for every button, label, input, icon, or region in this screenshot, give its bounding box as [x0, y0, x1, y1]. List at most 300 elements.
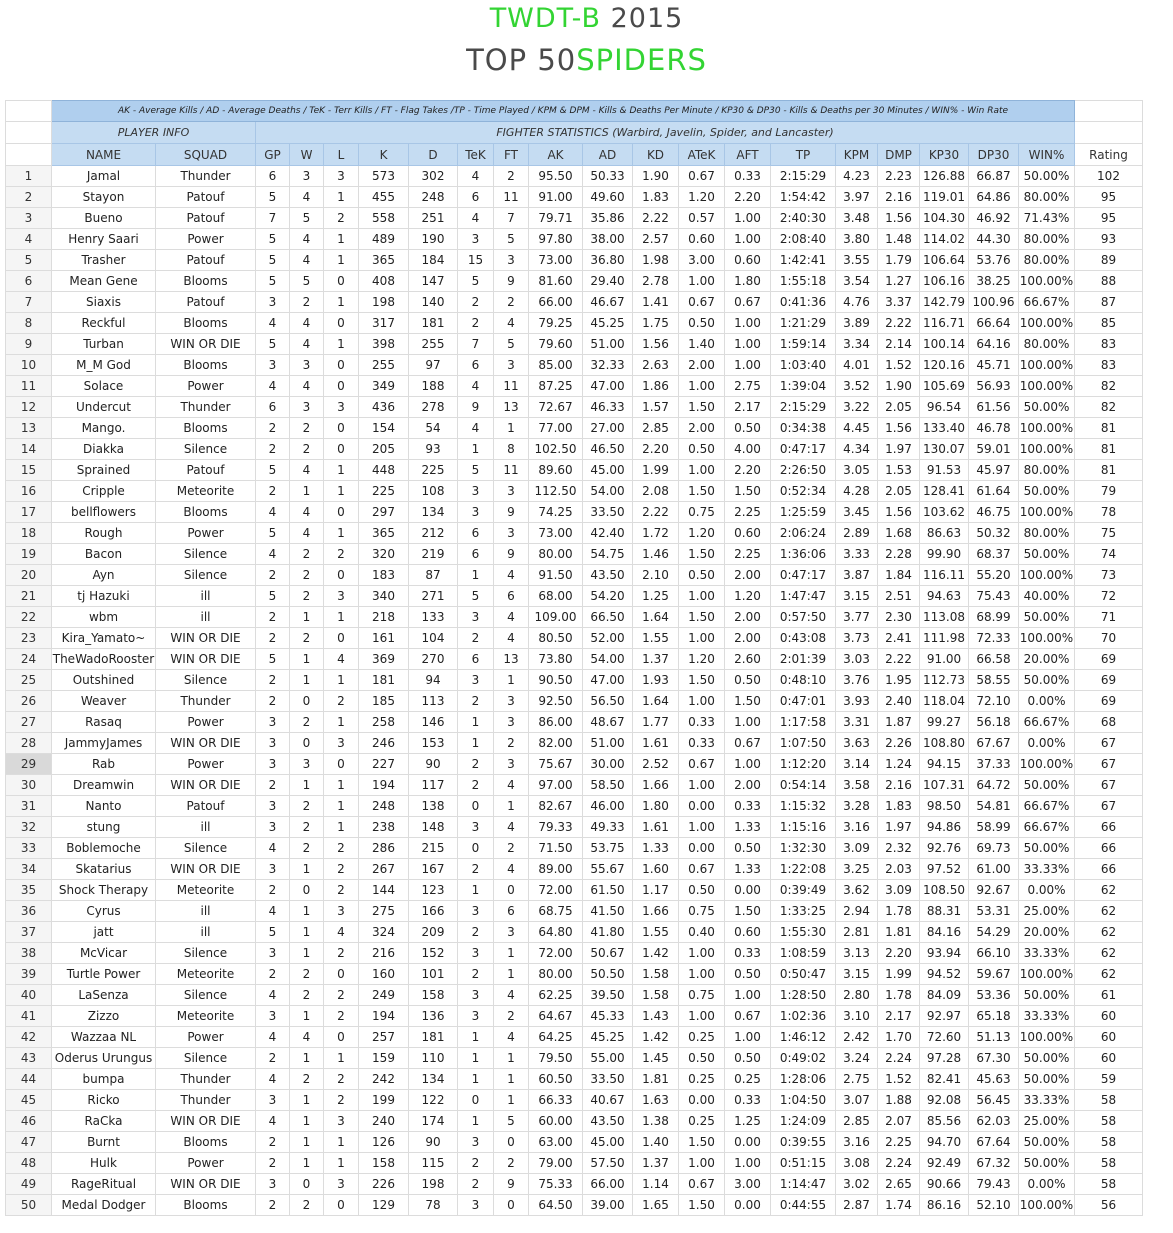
stat-cell[interactable]: 349: [359, 376, 409, 397]
stat-cell[interactable]: 60: [1075, 1027, 1143, 1048]
stat-cell[interactable]: 66.58: [969, 649, 1019, 670]
stat-cell[interactable]: 2: [290, 1195, 324, 1216]
stat-cell[interactable]: 5: [256, 187, 290, 208]
squad-cell[interactable]: Power: [156, 754, 256, 775]
stat-cell[interactable]: 2: [458, 775, 494, 796]
stat-cell[interactable]: 112.50: [529, 481, 583, 502]
stat-cell[interactable]: 3.10: [836, 1006, 878, 1027]
stat-cell[interactable]: 2: [324, 691, 359, 712]
stat-cell[interactable]: 1.00: [679, 775, 725, 796]
stat-cell[interactable]: 1.61: [633, 817, 679, 838]
stat-cell[interactable]: 6: [256, 397, 290, 418]
player-name-cell[interactable]: Hulk: [52, 1153, 156, 1174]
stat-cell[interactable]: 1: [494, 943, 529, 964]
stat-cell[interactable]: 64.25: [529, 1027, 583, 1048]
stat-cell[interactable]: 1.56: [878, 502, 920, 523]
player-name-cell[interactable]: tj Hazuki: [52, 586, 156, 607]
stat-cell[interactable]: 3.37: [878, 292, 920, 313]
stat-cell[interactable]: 80.00%: [1019, 334, 1075, 355]
stat-cell[interactable]: 3.54: [836, 271, 878, 292]
stat-cell[interactable]: 0.33: [725, 166, 771, 187]
stat-cell[interactable]: 3: [256, 817, 290, 838]
stat-cell[interactable]: 4.45: [836, 418, 878, 439]
stat-cell[interactable]: 53.31: [969, 901, 1019, 922]
stat-cell[interactable]: 2: [494, 166, 529, 187]
stat-cell[interactable]: 4.23: [836, 166, 878, 187]
stat-cell[interactable]: 40.67: [583, 1090, 633, 1111]
stat-cell[interactable]: 2: [256, 1153, 290, 1174]
stat-cell[interactable]: 4: [324, 649, 359, 670]
stat-cell[interactable]: 4.28: [836, 481, 878, 502]
stat-cell[interactable]: 0: [458, 1090, 494, 1111]
stat-cell[interactable]: 4.01: [836, 355, 878, 376]
stat-cell[interactable]: 1.66: [633, 775, 679, 796]
stat-cell[interactable]: 37.33: [969, 754, 1019, 775]
stat-cell[interactable]: 92.08: [920, 1090, 969, 1111]
player-name-cell[interactable]: Mean Gene: [52, 271, 156, 292]
stat-cell[interactable]: 100.00%: [1019, 355, 1075, 376]
squad-cell[interactable]: Silence: [156, 670, 256, 691]
stat-cell[interactable]: 1.57: [633, 397, 679, 418]
stat-cell[interactable]: 1.00: [725, 334, 771, 355]
stat-cell[interactable]: 0.67: [679, 754, 725, 775]
stat-cell[interactable]: 1: [290, 670, 324, 691]
stat-cell[interactable]: 2: [494, 1006, 529, 1027]
stat-cell[interactable]: 2: [256, 607, 290, 628]
row-number[interactable]: 19: [6, 544, 52, 565]
stat-cell[interactable]: 0:57:50: [771, 607, 836, 628]
stat-cell[interactable]: 0.50: [679, 313, 725, 334]
stat-cell[interactable]: 0.50: [679, 1048, 725, 1069]
stat-cell[interactable]: 100.00%: [1019, 502, 1075, 523]
stat-cell[interactable]: 436: [359, 397, 409, 418]
stat-cell[interactable]: 3: [494, 754, 529, 775]
stat-cell[interactable]: 50.00%: [1019, 607, 1075, 628]
stat-cell[interactable]: 448: [359, 460, 409, 481]
stat-cell[interactable]: 33.50: [583, 1069, 633, 1090]
stat-cell[interactable]: 61.64: [969, 481, 1019, 502]
stat-cell[interactable]: 51.00: [583, 733, 633, 754]
stat-cell[interactable]: 6: [458, 187, 494, 208]
stat-cell[interactable]: 112.73: [920, 670, 969, 691]
stat-cell[interactable]: 3.07: [836, 1090, 878, 1111]
stat-cell[interactable]: 100.00%: [1019, 1027, 1075, 1048]
squad-cell[interactable]: Meteorite: [156, 1006, 256, 1027]
stat-cell[interactable]: 75: [1075, 523, 1143, 544]
stat-cell[interactable]: 102.50: [529, 439, 583, 460]
stat-cell[interactable]: 4: [256, 1111, 290, 1132]
row-number[interactable]: 25: [6, 670, 52, 691]
stat-cell[interactable]: 1: [324, 607, 359, 628]
stat-cell[interactable]: 9: [494, 271, 529, 292]
stat-cell[interactable]: 5: [256, 229, 290, 250]
stat-cell[interactable]: 3: [458, 670, 494, 691]
stat-cell[interactable]: 97.00: [529, 775, 583, 796]
stat-cell[interactable]: 2: [256, 691, 290, 712]
stat-cell[interactable]: 103.62: [920, 502, 969, 523]
stat-cell[interactable]: 2: [324, 880, 359, 901]
stat-cell[interactable]: 1: [324, 334, 359, 355]
row-number[interactable]: 49: [6, 1174, 52, 1195]
stat-cell[interactable]: 67.67: [969, 733, 1019, 754]
stat-cell[interactable]: 1.20: [679, 187, 725, 208]
stat-cell[interactable]: 68.00: [529, 586, 583, 607]
stat-cell[interactable]: 72.00: [529, 943, 583, 964]
stat-cell[interactable]: 275: [359, 901, 409, 922]
stat-cell[interactable]: 3.25: [836, 859, 878, 880]
stat-cell[interactable]: 62: [1075, 880, 1143, 901]
stat-cell[interactable]: 72.33: [969, 628, 1019, 649]
stat-cell[interactable]: 100.00%: [1019, 754, 1075, 775]
stat-cell[interactable]: 87: [1075, 292, 1143, 313]
stat-cell[interactable]: 5: [494, 1111, 529, 1132]
stat-cell[interactable]: 1.42: [633, 1027, 679, 1048]
stat-cell[interactable]: 9: [494, 1174, 529, 1195]
row-number[interactable]: 23: [6, 628, 52, 649]
stat-cell[interactable]: 100.00%: [1019, 628, 1075, 649]
stat-cell[interactable]: 52.00: [583, 628, 633, 649]
stat-cell[interactable]: 1: [324, 187, 359, 208]
stat-cell[interactable]: 1.97: [878, 817, 920, 838]
stat-cell[interactable]: 100.96: [969, 292, 1019, 313]
stat-cell[interactable]: 33.33%: [1019, 859, 1075, 880]
stat-cell[interactable]: 4: [256, 1069, 290, 1090]
stat-cell[interactable]: 54.00: [583, 481, 633, 502]
squad-cell[interactable]: Thunder: [156, 1090, 256, 1111]
stat-cell[interactable]: 2.80: [836, 985, 878, 1006]
stat-cell[interactable]: 86.00: [529, 712, 583, 733]
stat-cell[interactable]: 1.77: [633, 712, 679, 733]
stat-cell[interactable]: 134: [409, 1069, 458, 1090]
stat-cell[interactable]: 1: [458, 439, 494, 460]
stat-cell[interactable]: 1: [290, 1132, 324, 1153]
stat-cell[interactable]: 115: [409, 1153, 458, 1174]
stat-cell[interactable]: 0.50: [725, 838, 771, 859]
stat-cell[interactable]: 1.52: [878, 1069, 920, 1090]
stat-cell[interactable]: 53.75: [583, 838, 633, 859]
stat-cell[interactable]: 1: [290, 943, 324, 964]
stat-cell[interactable]: 0:49:02: [771, 1048, 836, 1069]
stat-cell[interactable]: 1.33: [725, 817, 771, 838]
stat-cell[interactable]: 4: [256, 313, 290, 334]
column-header[interactable]: AD: [583, 144, 633, 166]
stat-cell[interactable]: 3.77: [836, 607, 878, 628]
stat-cell[interactable]: 2:40:30: [771, 208, 836, 229]
stat-cell[interactable]: 6: [458, 355, 494, 376]
player-name-cell[interactable]: Weaver: [52, 691, 156, 712]
stat-cell[interactable]: 91.00: [920, 649, 969, 670]
stat-cell[interactable]: 3.76: [836, 670, 878, 691]
stat-cell[interactable]: 4: [290, 187, 324, 208]
stat-cell[interactable]: 2.23: [878, 166, 920, 187]
stat-cell[interactable]: 95.50: [529, 166, 583, 187]
stat-cell[interactable]: 54.00: [583, 649, 633, 670]
stat-cell[interactable]: 92.49: [920, 1153, 969, 1174]
stat-cell[interactable]: 1:24:09: [771, 1111, 836, 1132]
squad-cell[interactable]: Blooms: [156, 502, 256, 523]
stat-cell[interactable]: 251: [409, 208, 458, 229]
stat-cell[interactable]: 1.55: [633, 922, 679, 943]
stat-cell[interactable]: 0.50: [725, 670, 771, 691]
column-header[interactable]: D: [409, 144, 458, 166]
squad-cell[interactable]: ill: [156, 817, 256, 838]
stat-cell[interactable]: 66.67%: [1019, 712, 1075, 733]
stat-cell[interactable]: 2: [458, 859, 494, 880]
stat-cell[interactable]: 0.00: [725, 1132, 771, 1153]
stat-cell[interactable]: 2.25: [725, 502, 771, 523]
stat-cell[interactable]: 90.50: [529, 670, 583, 691]
stat-cell[interactable]: 48.67: [583, 712, 633, 733]
stat-cell[interactable]: 33.33%: [1019, 1006, 1075, 1027]
stat-cell[interactable]: 0:39:55: [771, 1132, 836, 1153]
row-number[interactable]: 8: [6, 313, 52, 334]
stat-cell[interactable]: 3: [256, 1006, 290, 1027]
stat-cell[interactable]: 3: [458, 1006, 494, 1027]
stat-cell[interactable]: 70: [1075, 628, 1143, 649]
stat-cell[interactable]: 297: [359, 502, 409, 523]
stat-cell[interactable]: 1.00: [725, 229, 771, 250]
stat-cell[interactable]: 2: [324, 1069, 359, 1090]
stat-cell[interactable]: 84.09: [920, 985, 969, 1006]
stat-cell[interactable]: 1: [324, 796, 359, 817]
stat-cell[interactable]: 1.50: [725, 901, 771, 922]
stat-cell[interactable]: 56.50: [583, 691, 633, 712]
stat-cell[interactable]: 0: [458, 838, 494, 859]
stat-cell[interactable]: 0.67: [679, 292, 725, 313]
player-name-cell[interactable]: Rough: [52, 523, 156, 544]
stat-cell[interactable]: 1.65: [633, 1195, 679, 1216]
stat-cell[interactable]: 49.60: [583, 187, 633, 208]
stat-cell[interactable]: 2.08: [633, 481, 679, 502]
stat-cell[interactable]: 2.52: [633, 754, 679, 775]
stat-cell[interactable]: 45.00: [583, 460, 633, 481]
stat-cell[interactable]: 3: [256, 733, 290, 754]
stat-cell[interactable]: 1: [494, 418, 529, 439]
stat-cell[interactable]: 2.24: [878, 1048, 920, 1069]
stat-cell[interactable]: 1:22:08: [771, 859, 836, 880]
stat-cell[interactable]: 1: [290, 649, 324, 670]
stat-cell[interactable]: 61.56: [969, 397, 1019, 418]
stat-cell[interactable]: 1: [324, 523, 359, 544]
stat-cell[interactable]: 1:47:47: [771, 586, 836, 607]
squad-cell[interactable]: WIN OR DIE: [156, 733, 256, 754]
stat-cell[interactable]: 3.34: [836, 334, 878, 355]
stat-cell[interactable]: 119.01: [920, 187, 969, 208]
stat-cell[interactable]: 62: [1075, 901, 1143, 922]
stat-cell[interactable]: 4: [494, 607, 529, 628]
stat-cell[interactable]: 242: [359, 1069, 409, 1090]
row-number[interactable]: 18: [6, 523, 52, 544]
stat-cell[interactable]: 4: [494, 313, 529, 334]
stat-cell[interactable]: 455: [359, 187, 409, 208]
row-number[interactable]: 40: [6, 985, 52, 1006]
column-header[interactable]: DP30: [969, 144, 1019, 166]
player-name-cell[interactable]: RageRitual: [52, 1174, 156, 1195]
stat-cell[interactable]: 129: [359, 1195, 409, 1216]
player-name-cell[interactable]: Bueno: [52, 208, 156, 229]
stat-cell[interactable]: 194: [359, 1006, 409, 1027]
stat-cell[interactable]: 62: [1075, 922, 1143, 943]
stat-cell[interactable]: 146: [409, 712, 458, 733]
stat-cell[interactable]: 5: [256, 649, 290, 670]
stat-cell[interactable]: 79.33: [529, 817, 583, 838]
stat-cell[interactable]: 0.50: [679, 880, 725, 901]
stat-cell[interactable]: 54.20: [583, 586, 633, 607]
stat-cell[interactable]: 3: [324, 586, 359, 607]
stat-cell[interactable]: 3: [256, 1090, 290, 1111]
stat-cell[interactable]: 1.46: [633, 544, 679, 565]
stat-cell[interactable]: 50.00%: [1019, 775, 1075, 796]
stat-cell[interactable]: 0: [324, 376, 359, 397]
stat-cell[interactable]: 4: [290, 250, 324, 271]
column-header[interactable]: AFT: [725, 144, 771, 166]
squad-cell[interactable]: WIN OR DIE: [156, 649, 256, 670]
stat-cell[interactable]: 46.00: [583, 796, 633, 817]
row-number[interactable]: 9: [6, 334, 52, 355]
stat-cell[interactable]: 71.43%: [1019, 208, 1075, 229]
row-number[interactable]: 5: [6, 250, 52, 271]
stat-cell[interactable]: 66: [1075, 859, 1143, 880]
stat-cell[interactable]: 3.05: [836, 460, 878, 481]
stat-cell[interactable]: 56.45: [969, 1090, 1019, 1111]
stat-cell[interactable]: 1: [324, 817, 359, 838]
squad-cell[interactable]: Power: [156, 712, 256, 733]
stat-cell[interactable]: 5: [494, 334, 529, 355]
stat-cell[interactable]: 59: [1075, 1069, 1143, 1090]
row-number[interactable]: 26: [6, 691, 52, 712]
stat-cell[interactable]: 1: [458, 733, 494, 754]
stat-cell[interactable]: 90: [409, 754, 458, 775]
stat-cell[interactable]: 33.33%: [1019, 943, 1075, 964]
stat-cell[interactable]: 36.80: [583, 250, 633, 271]
stat-cell[interactable]: 0.50: [725, 964, 771, 985]
player-name-cell[interactable]: Wazzaa NL: [52, 1027, 156, 1048]
stat-cell[interactable]: 2: [458, 964, 494, 985]
stat-cell[interactable]: 54.81: [969, 796, 1019, 817]
stat-cell[interactable]: 3: [494, 922, 529, 943]
stat-cell[interactable]: 4: [256, 838, 290, 859]
stat-cell[interactable]: 4: [290, 1027, 324, 1048]
stat-cell[interactable]: 33.50: [583, 502, 633, 523]
stat-cell[interactable]: 93: [409, 439, 458, 460]
stat-cell[interactable]: 80.00: [529, 964, 583, 985]
stat-cell[interactable]: 1: [324, 775, 359, 796]
stat-cell[interactable]: 53.36: [969, 985, 1019, 1006]
stat-cell[interactable]: 0.60: [725, 523, 771, 544]
stat-cell[interactable]: 50.00%: [1019, 397, 1075, 418]
stat-cell[interactable]: 29.40: [583, 271, 633, 292]
stat-cell[interactable]: 83: [1075, 355, 1143, 376]
stat-cell[interactable]: 54.29: [969, 922, 1019, 943]
stat-cell[interactable]: 365: [359, 523, 409, 544]
stat-cell[interactable]: 140: [409, 292, 458, 313]
stat-cell[interactable]: 0.25: [679, 1069, 725, 1090]
stat-cell[interactable]: 1.00: [679, 691, 725, 712]
stat-cell[interactable]: 3: [256, 1174, 290, 1195]
stat-cell[interactable]: 133: [409, 607, 458, 628]
stat-cell[interactable]: 5: [256, 523, 290, 544]
stat-cell[interactable]: 2: [458, 292, 494, 313]
stat-cell[interactable]: 489: [359, 229, 409, 250]
squad-cell[interactable]: ill: [156, 607, 256, 628]
stat-cell[interactable]: 3.16: [836, 1132, 878, 1153]
squad-cell[interactable]: Thunder: [156, 1069, 256, 1090]
stat-cell[interactable]: 1.78: [878, 901, 920, 922]
stat-cell[interactable]: 1: [324, 250, 359, 271]
stat-cell[interactable]: 2: [494, 1153, 529, 1174]
player-name-cell[interactable]: Sprained: [52, 460, 156, 481]
stat-cell[interactable]: 2: [256, 964, 290, 985]
stat-cell[interactable]: 60: [1075, 1006, 1143, 1027]
stat-cell[interactable]: 183: [359, 565, 409, 586]
stat-cell[interactable]: 100.00%: [1019, 964, 1075, 985]
stat-cell[interactable]: 66.00: [583, 1174, 633, 1195]
row-number[interactable]: 45: [6, 1090, 52, 1111]
stat-cell[interactable]: 83: [1075, 334, 1143, 355]
stat-cell[interactable]: 3.73: [836, 628, 878, 649]
stat-cell[interactable]: 73.80: [529, 649, 583, 670]
stat-cell[interactable]: 113: [409, 691, 458, 712]
stat-cell[interactable]: 3: [256, 943, 290, 964]
row-number[interactable]: 13: [6, 418, 52, 439]
squad-cell[interactable]: Power: [156, 1027, 256, 1048]
stat-cell[interactable]: 97: [409, 355, 458, 376]
stat-cell[interactable]: 2: [458, 691, 494, 712]
stat-cell[interactable]: 1.37: [633, 649, 679, 670]
stat-cell[interactable]: 0.25: [679, 1027, 725, 1048]
stat-cell[interactable]: 2.16: [878, 775, 920, 796]
stat-cell[interactable]: 0:52:34: [771, 481, 836, 502]
stat-cell[interactable]: 152: [409, 943, 458, 964]
stat-cell[interactable]: 5: [494, 229, 529, 250]
stat-cell[interactable]: 2: [256, 1132, 290, 1153]
stat-cell[interactable]: 88.31: [920, 901, 969, 922]
stat-cell[interactable]: 2: [324, 943, 359, 964]
stat-cell[interactable]: 2: [458, 1174, 494, 1195]
stat-cell[interactable]: 35.86: [583, 208, 633, 229]
stat-cell[interactable]: 2.28: [878, 544, 920, 565]
stat-cell[interactable]: 2: [458, 628, 494, 649]
stat-cell[interactable]: 1: [324, 1132, 359, 1153]
stat-cell[interactable]: 41.80: [583, 922, 633, 943]
stat-cell[interactable]: 66: [1075, 838, 1143, 859]
stat-cell[interactable]: 58.55: [969, 670, 1019, 691]
stat-cell[interactable]: 79.71: [529, 208, 583, 229]
stat-cell[interactable]: 2.40: [878, 691, 920, 712]
stat-cell[interactable]: 1.97: [878, 439, 920, 460]
stat-cell[interactable]: 3: [290, 397, 324, 418]
stat-cell[interactable]: 1: [324, 460, 359, 481]
stat-cell[interactable]: 15: [458, 250, 494, 271]
stat-cell[interactable]: 78: [1075, 502, 1143, 523]
stat-cell[interactable]: 365: [359, 250, 409, 271]
stat-cell[interactable]: 1.50: [679, 397, 725, 418]
stat-cell[interactable]: 1: [494, 1069, 529, 1090]
squad-cell[interactable]: WIN OR DIE: [156, 628, 256, 649]
stat-cell[interactable]: 1.17: [633, 880, 679, 901]
stat-cell[interactable]: 66.87: [969, 166, 1019, 187]
player-name-cell[interactable]: Turban: [52, 334, 156, 355]
stat-cell[interactable]: 3.16: [836, 817, 878, 838]
squad-cell[interactable]: Silence: [156, 1048, 256, 1069]
stat-cell[interactable]: 86.63: [920, 523, 969, 544]
stat-cell[interactable]: 100.00%: [1019, 565, 1075, 586]
stat-cell[interactable]: 2: [324, 208, 359, 229]
stat-cell[interactable]: 1.53: [878, 460, 920, 481]
stat-cell[interactable]: 3: [290, 166, 324, 187]
stat-cell[interactable]: 86.16: [920, 1195, 969, 1216]
player-name-cell[interactable]: Dreamwin: [52, 775, 156, 796]
